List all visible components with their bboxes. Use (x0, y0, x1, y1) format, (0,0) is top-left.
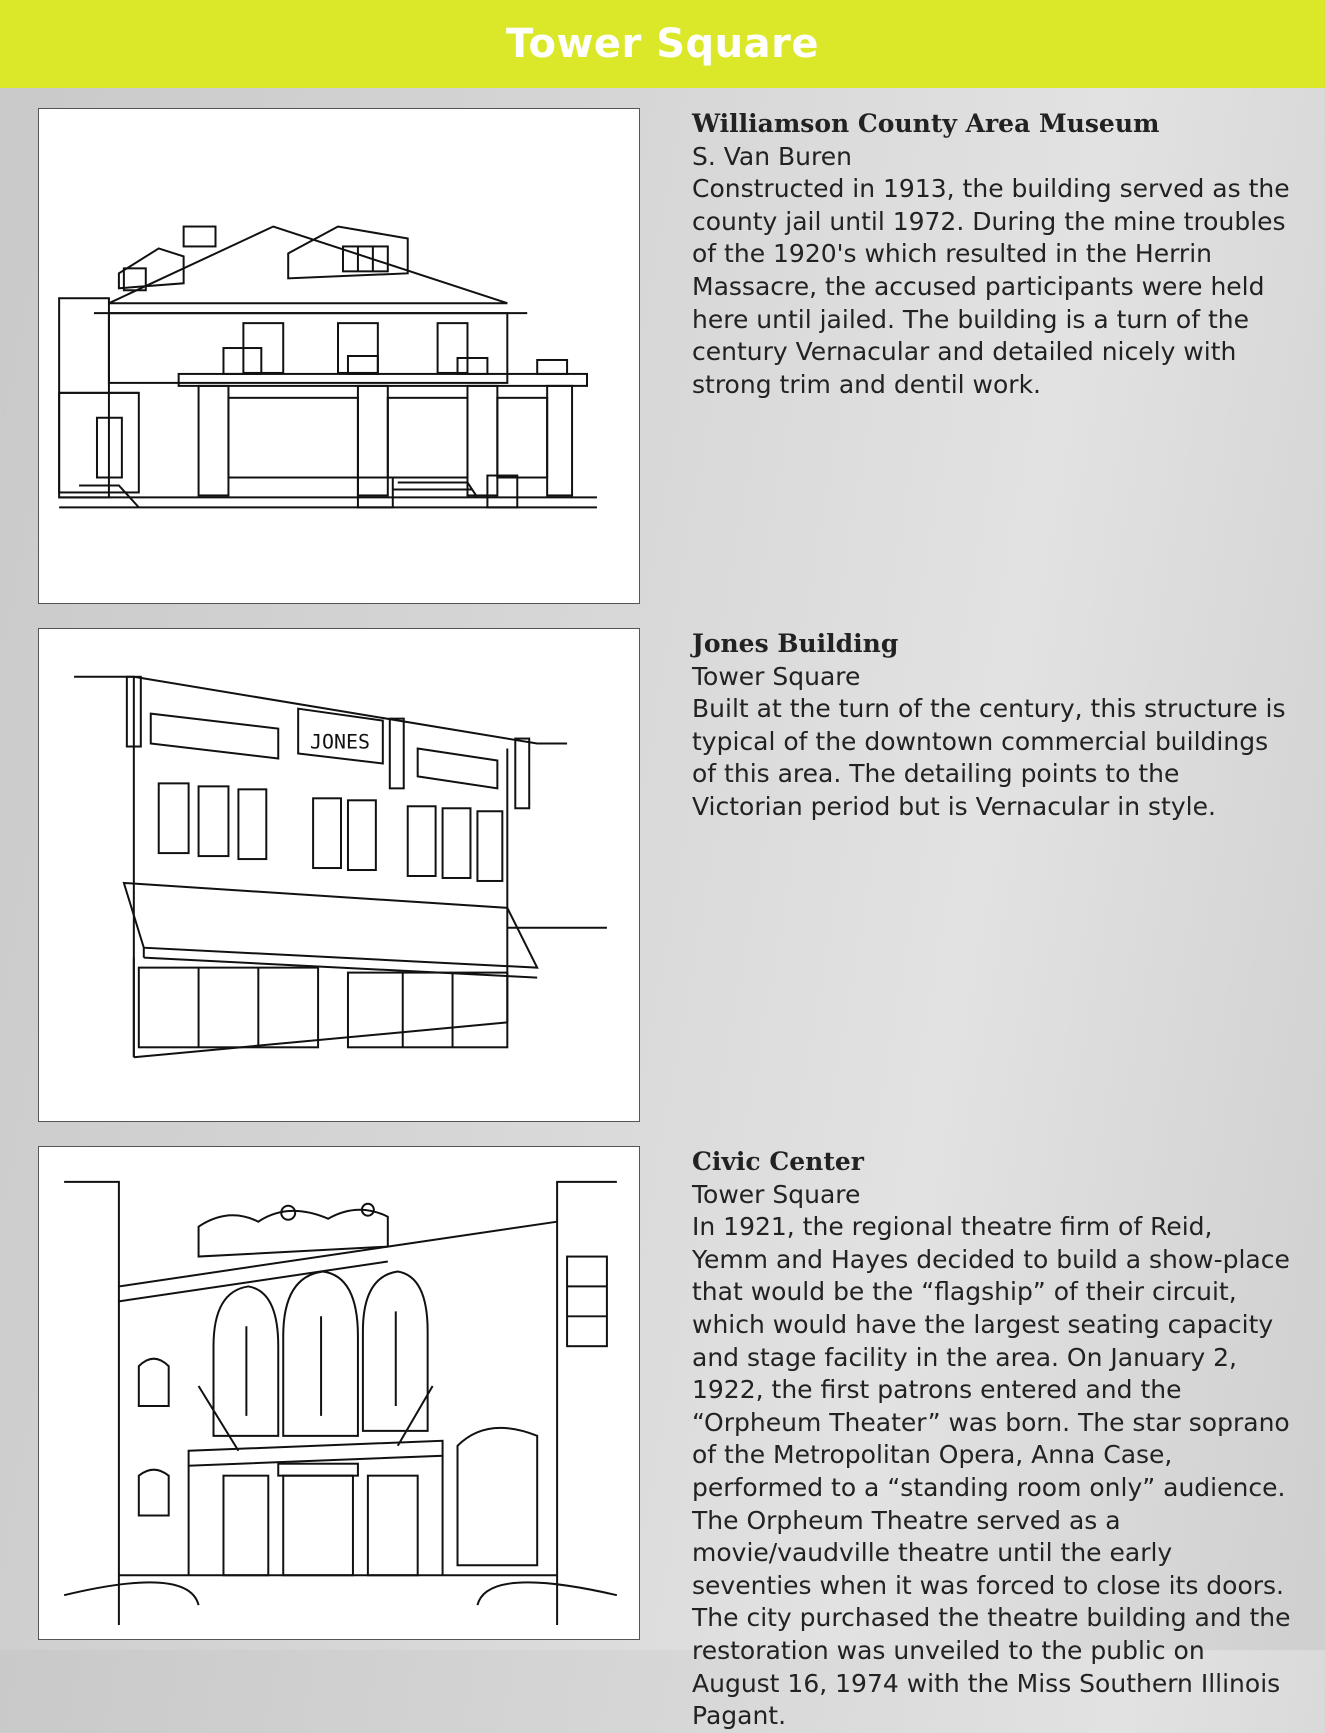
jones-sign: JONES (310, 730, 370, 754)
civic-center-description: In 1921, the regional theatre firm of Reid, Yemm and Hayes decided to build a show-place that would be the “flagship” of their circuit, which would have the largest seating capacity and stage facility in the area. On January 2, 1922, the first patrons entered and the “Orpheum Theater” was born. The star soprano of the Metropolitan Opera, Anna Case, performed to a “standing room only” audience. The Orpheum Theatre served as a movie/vaudville theatre until the early seventies when it was forced to close its doors. The city purchased the theatre building and the restoration was unveiled to the public on August 16, 1974 with the Miss Southern Illinois Pagant. (692, 1212, 1291, 1731)
civic-center-entry (692, 1146, 1292, 1733)
jones-building-location: Tower Square (692, 661, 861, 691)
jones-building-illustration (38, 628, 640, 1122)
museum-roof (109, 227, 507, 304)
jones-building-drawing (39, 629, 639, 1121)
museum-drawing (39, 109, 639, 603)
museum-illustration (38, 108, 640, 604)
civic-center-location: Tower Square (692, 1179, 861, 1209)
jones-building-entry (692, 628, 1292, 824)
civic-center-drawing (39, 1147, 639, 1639)
page-header (0, 0, 1325, 88)
civic-center-title: Civic Center (692, 1147, 864, 1176)
jones-building-title: Jones Building (692, 629, 899, 658)
civic-center-illustration (38, 1146, 640, 1640)
jones-building-description: Built at the turn of the century, this structure is typical of the downtown commercial buildings of this area. The detailing points to the Victorian period but is Vernacular in style. (692, 694, 1286, 821)
page-title: Tower Square (506, 21, 819, 67)
museum-entry (692, 108, 1292, 401)
museum-title: Williamson County Area Museum (692, 109, 1160, 138)
museum-location: S. Van Buren (692, 141, 852, 171)
museum-description: Constructed in 1913, the building served as the county jail until 1972. During the mine troubles of the 1920's which resulted in the Herrin Massacre, the accused participants were held here until jailed. The building is a turn of the century Vernacular and detailed nicely with strong trim and dentil work. (692, 174, 1290, 399)
